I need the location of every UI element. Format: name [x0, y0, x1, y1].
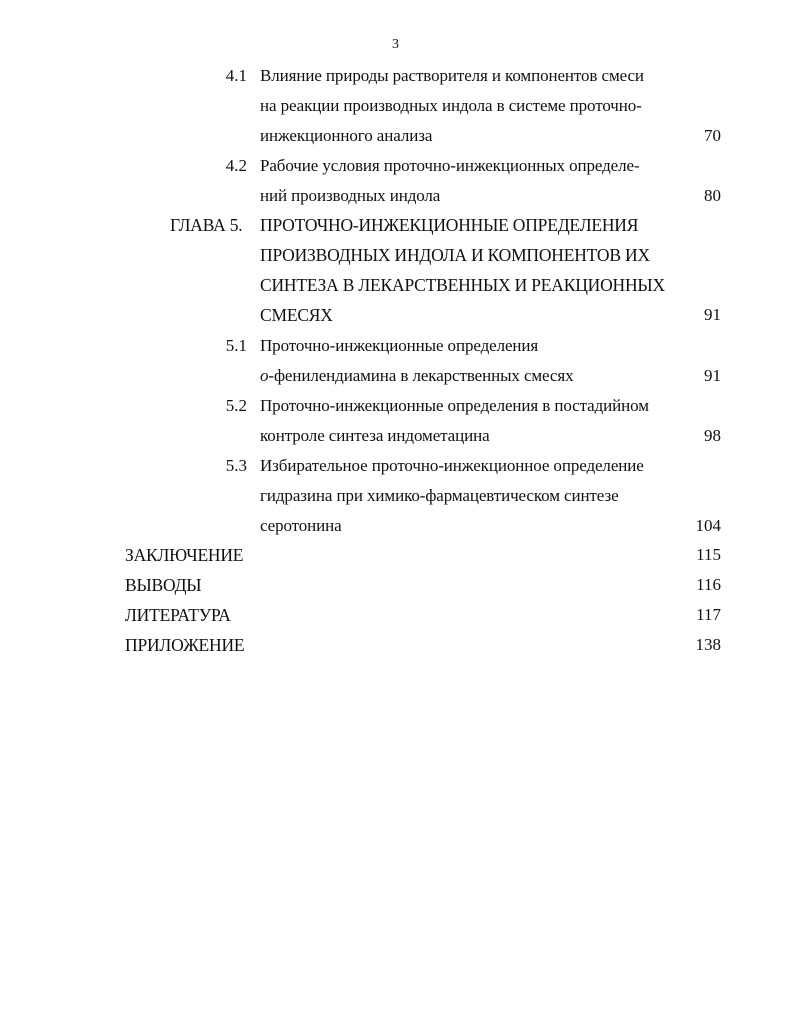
entry-title-line: на реакции производных индола в системе проточно-: [260, 96, 642, 115]
page-number: 3: [392, 37, 399, 52]
entry-title-line: контроле синтеза индометацина: [260, 426, 490, 445]
page-ref: 70: [704, 126, 721, 145]
entry-title-line: гидразина при химико-фармацевтическом синтезе: [260, 486, 619, 505]
section-number: 5.3: [225, 456, 247, 475]
entry-title-line: [260, 365, 574, 387]
chapter-title-line: ПРОТОЧНО-ИНЖЕКЦИОННЫЕ ОПРЕДЕЛЕНИЯ: [260, 215, 639, 235]
page-ref: 117: [696, 605, 721, 624]
chapter-title-line: СИНТЕЗА В ЛЕКАРСТВЕННЫХ И РЕАКЦИОННЫХ: [260, 275, 665, 295]
page-ref: 91: [704, 305, 721, 324]
page-ref: 91: [704, 366, 721, 385]
page-ref: 115: [696, 545, 721, 564]
entry-title: ЛИТЕРАТУРА: [125, 605, 231, 625]
entry-title-line: инжекционного анализа: [260, 126, 433, 145]
entry-title: ПРИЛОЖЕНИЕ: [125, 635, 245, 655]
chapter-number: ГЛАВА 5.: [170, 215, 243, 235]
chapter-title-line: ПРОИЗВОДНЫХ ИНДОЛА И КОМПОНЕНТОВ ИХ: [260, 245, 650, 265]
entry-title-line: Проточно-инжекционные определения в постадийном: [260, 396, 649, 415]
section-number: 5.2: [225, 396, 247, 415]
entry-title: ЗАКЛЮЧЕНИЕ: [125, 545, 244, 565]
entry-title-line: Проточно-инжекционные определения: [260, 336, 539, 355]
entry-title-line: Рабочие условия проточно-инжекционных определе-: [260, 156, 640, 175]
entry-title-rest: -фенилендиамина в лекарственных смесях: [268, 366, 574, 385]
entry-title-line: серотонина: [260, 516, 342, 535]
section-number: 4.2: [225, 156, 247, 175]
entry-title: ВЫВОДЫ: [125, 575, 202, 595]
page-ref: 138: [695, 635, 721, 654]
chapter-title-line: СМЕСЯХ: [260, 305, 333, 325]
section-number: 5.1: [225, 336, 247, 355]
page-ref: 104: [695, 516, 721, 535]
page-ref: 116: [696, 575, 721, 594]
entry-title-line: ний производных индола: [260, 186, 441, 205]
page-ref: 80: [704, 186, 721, 205]
page-ref: 98: [704, 426, 721, 445]
entry-title-line: Влияние природы растворителя и компонентов смеси: [260, 66, 644, 85]
italic-prefix: о: [260, 366, 269, 385]
entry-title-line: Избирательное проточно-инжекционное определение: [260, 456, 644, 475]
section-number: 4.1: [225, 66, 247, 85]
